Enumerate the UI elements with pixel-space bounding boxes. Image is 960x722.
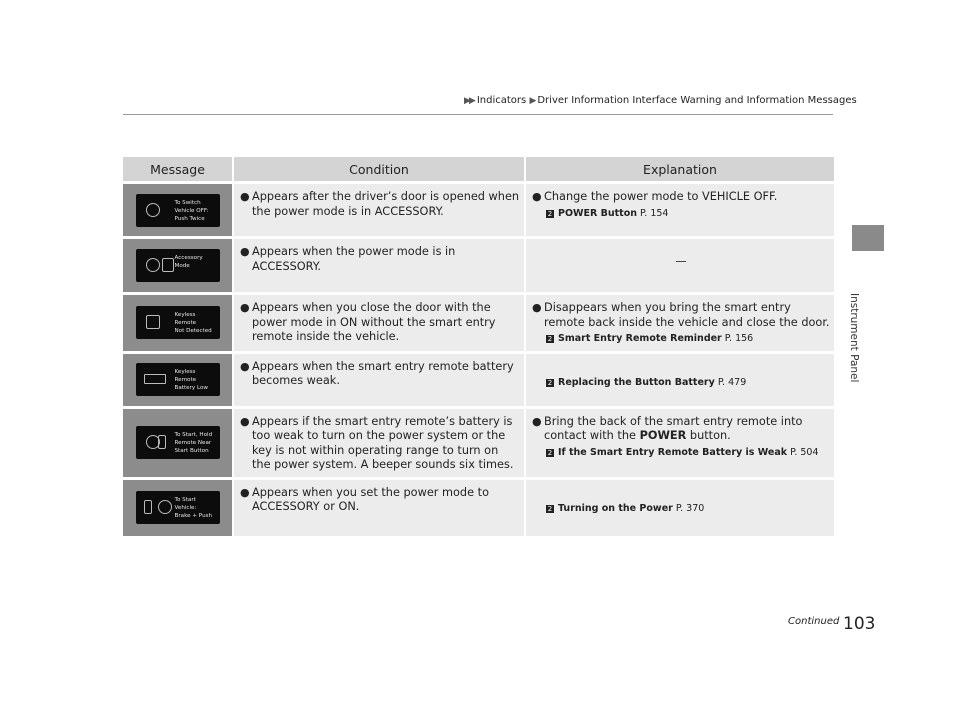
arrow-icon: ▶	[529, 96, 535, 106]
message-screen-cell	[123, 354, 233, 406]
condition-cell	[233, 409, 525, 477]
explanation-text: Change the power mode to VEHICLE OFF.	[544, 190, 778, 203]
column-header-explanation: Explanation	[525, 157, 834, 181]
message-screen	[136, 249, 220, 282]
cross-reference[interactable]: 2 Replacing the Button Battery P. 479	[547, 376, 747, 388]
screen-text: To Start Vehicle: Brake + Push	[174, 497, 213, 519]
explanation-cell	[525, 184, 834, 236]
cross-reference[interactable]: 2 If the Smart Entry Remote Battery is Weak P. 504	[547, 446, 819, 458]
double-arrow-icon: ▶▶	[464, 96, 474, 106]
explanation-text: Bring the back of the smart entry remote into contact with the POWER button.	[544, 414, 803, 442]
cross-reference[interactable]: 2 Smart Entry Remote Reminder P. 156	[547, 333, 754, 344]
message-screen-cell	[123, 295, 233, 351]
bullet-icon: ●	[240, 301, 250, 314]
brake-push-icon	[158, 500, 172, 514]
condition-cell	[233, 354, 525, 406]
cross-reference[interactable]: 2 POWER Button P. 154	[547, 207, 669, 219]
page-number: 103	[843, 614, 876, 634]
condition-text: Appears when you set the power mode to ACCESSORY or ON.	[252, 485, 489, 513]
explanation-text: Disappears when you bring the smart entry remote back inside the vehicle and close the door.	[544, 301, 830, 329]
breadcrumb	[464, 95, 857, 106]
message-screen	[136, 363, 220, 396]
remote-fob-icon	[158, 435, 166, 449]
explanation-text: —	[675, 255, 687, 268]
message-screen-cell	[123, 480, 233, 536]
brake-pedal-icon	[144, 500, 152, 514]
bullet-icon: ●	[240, 190, 250, 203]
table-row	[123, 295, 834, 351]
condition-cell	[233, 480, 525, 536]
condition-text: Appears when you close the door with the power mode in ON without the smart entry remote inside the vehicle.	[252, 301, 496, 343]
reference-icon: 2	[547, 335, 553, 343]
message-screen	[136, 491, 220, 524]
bullet-icon: ●	[240, 359, 250, 373]
table-row	[123, 354, 834, 406]
table-row	[123, 480, 834, 536]
reference-icon: 2	[547, 209, 553, 218]
explanation-cell	[525, 239, 834, 292]
condition-cell	[233, 184, 525, 236]
message-screen-cell	[123, 239, 233, 292]
explanation-cell	[525, 354, 834, 406]
message-screen-cell	[123, 184, 233, 236]
screen-text: To Start, Hold Remote Near Start Button	[174, 432, 213, 454]
message-screen	[136, 306, 220, 339]
bullet-icon: ●	[240, 485, 250, 499]
screen-text: Keyless Remote Battery Low	[174, 369, 208, 391]
power-button-icon	[146, 258, 160, 272]
power-symbol-icon	[162, 258, 174, 272]
table-header-row	[123, 157, 834, 181]
condition-cell	[233, 239, 525, 292]
reference-icon: 2	[547, 378, 553, 387]
condition-cell	[233, 295, 525, 351]
cross-reference[interactable]: 2 Turning on the Power P. 370	[547, 502, 705, 514]
screen-text: Keyless Remote Not Detected	[174, 312, 212, 335]
keyless-remote-icon	[146, 315, 160, 329]
message-screen-cell	[123, 409, 233, 477]
bullet-icon: ●	[532, 301, 542, 314]
bullet-icon: ●	[532, 414, 542, 428]
bullet-icon: ●	[532, 190, 542, 203]
table-row	[123, 409, 834, 477]
section-tab	[852, 225, 884, 251]
table-row	[123, 184, 834, 236]
condition-text: Appears when the smart entry remote battery becomes weak.	[252, 359, 514, 387]
messages-table	[123, 157, 834, 536]
column-header-condition: Condition	[233, 157, 525, 181]
power-button-icon	[146, 203, 160, 217]
table-row	[123, 239, 834, 292]
column-header-message: Message	[123, 157, 233, 181]
explanation-cell	[525, 295, 834, 351]
header-rule	[123, 114, 833, 115]
screen-text: To Switch Vehicle OFF: Push Twice	[174, 199, 209, 222]
explanation-cell	[525, 480, 834, 536]
condition-text: Appears if the smart entry remote’s battery is too weak to turn on the power system or the key is not within operating range to turn on the power system. A beeper sounds six times.	[252, 414, 514, 471]
condition-text: Appears when the power mode is in ACCESSORY.	[252, 245, 456, 273]
breadcrumb-item-messages[interactable]: Driver Information Interface Warning and Information Messages	[537, 95, 857, 106]
battery-icon	[144, 374, 166, 384]
message-screen	[136, 426, 220, 459]
screen-text: Accessory Mode	[174, 255, 203, 269]
continued-label: Continued	[788, 616, 840, 627]
explanation-cell	[525, 409, 834, 477]
breadcrumb-item-indicators[interactable]: Indicators	[476, 95, 527, 106]
condition-text: Appears after the driver’s door is opened when the power mode is in ACCESSORY.	[252, 190, 520, 218]
reference-icon: 2	[547, 448, 553, 457]
bullet-icon: ●	[240, 414, 250, 428]
reference-icon: 2	[547, 504, 553, 513]
bullet-icon: ●	[240, 245, 250, 258]
message-screen	[136, 194, 220, 227]
